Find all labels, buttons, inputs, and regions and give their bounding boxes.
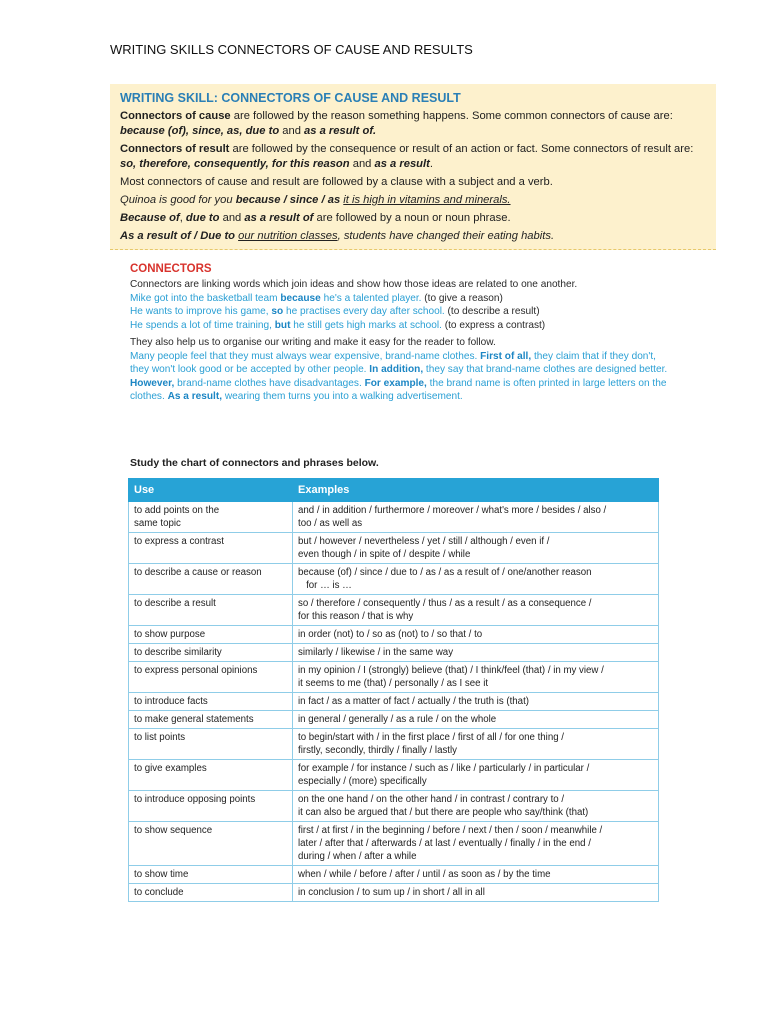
use-cell bbox=[129, 626, 293, 644]
use-cell bbox=[129, 564, 293, 595]
table-row bbox=[129, 502, 659, 533]
paragraph-line-1: Many people feel that they must always wear expensive, brand-name clothes. First of all, they claim that if they don't, bbox=[130, 350, 656, 362]
connector-example-contrast: He spends a lot of time training, but he still gets high marks at school. (to express a contrast) bbox=[130, 319, 546, 331]
use-cell bbox=[129, 693, 293, 711]
use-cell bbox=[129, 822, 293, 866]
use-cell bbox=[129, 760, 293, 791]
table-row bbox=[129, 711, 659, 729]
examples-cell bbox=[293, 644, 659, 662]
example-line: especially / (more) specifically bbox=[298, 776, 427, 787]
example-line: because (of) / since / due to / as / as a result of / one/another reason bbox=[298, 567, 592, 578]
study-caption: Study the chart of connectors and phrases below. bbox=[130, 457, 379, 469]
examples-cell bbox=[293, 662, 659, 693]
examples-cell bbox=[293, 502, 659, 533]
example-line: it seems to me (that) / personally / as I see it bbox=[298, 678, 489, 689]
examples-cell bbox=[293, 711, 659, 729]
table-row bbox=[129, 729, 659, 760]
example-nutrition: As a result of / Due to our nutrition classes, students have changed their eating habits. bbox=[120, 230, 555, 242]
use-line: to make general statements bbox=[134, 714, 254, 725]
connectors-table bbox=[128, 478, 659, 902]
example-line: when / while / before / after / until / as soon as / by the time bbox=[298, 869, 551, 880]
example-line: for … is … bbox=[298, 580, 352, 591]
use-cell bbox=[129, 595, 293, 626]
use-line: to show purpose bbox=[134, 629, 206, 640]
example-line: in conclusion / to sum up / in short / all in all bbox=[298, 887, 485, 898]
example-line: in order (not) to / so as (not) to / so that / to bbox=[298, 629, 483, 640]
use-cell bbox=[129, 729, 293, 760]
examples-cell bbox=[293, 693, 659, 711]
connectors-organise: They also help us to organise our writing and make it easy for the reader to follow. bbox=[130, 337, 496, 348]
table-row bbox=[129, 884, 659, 902]
use-line: to conclude bbox=[134, 887, 184, 898]
table-row bbox=[129, 564, 659, 595]
example-line: it can also be argued that / but there are people who say/think (that) bbox=[298, 807, 589, 818]
connector-example-reason: Mike got into the basketball team because he's a talented player. (to give a reason) bbox=[130, 292, 503, 304]
example-line: firstly, secondly, thirdly / finally / lastly bbox=[298, 745, 457, 756]
example-line: first / at first / in the beginning / before / next / then / soon / meanwhile / bbox=[298, 825, 603, 836]
paragraph-line-4: clothes. As a result, wearing them turns you into a walking advertisement. bbox=[130, 391, 463, 402]
examples-cell bbox=[293, 760, 659, 791]
table-row bbox=[129, 644, 659, 662]
table-row bbox=[129, 693, 659, 711]
example-line: even though / in spite of / despite / while bbox=[298, 549, 471, 560]
table-header-row bbox=[129, 479, 659, 502]
use-line: to list points bbox=[134, 732, 186, 743]
paragraph-line-2: they won't look good or be accepted by other people. In addition, they say that brand-name clothes are designed better. bbox=[130, 364, 668, 375]
examples-cell bbox=[293, 822, 659, 866]
header-examples: Examples bbox=[293, 479, 659, 502]
example-quinoa: Quinoa is good for you because / since / as it is high in vitamins and minerals. bbox=[120, 194, 511, 206]
use-line: to introduce facts bbox=[134, 696, 208, 707]
examples-cell bbox=[293, 533, 659, 564]
use-cell bbox=[129, 662, 293, 693]
use-cell bbox=[129, 884, 293, 902]
use-cell bbox=[129, 644, 293, 662]
table-row bbox=[129, 595, 659, 626]
connector-example-result: He wants to improve his game, so he practises every day after school. (to describe a result) bbox=[130, 306, 540, 317]
use-line: to describe a cause or reason bbox=[134, 567, 262, 578]
use-line: to add points on the bbox=[134, 505, 220, 516]
examples-cell bbox=[293, 729, 659, 760]
cause-definition: Connectors of cause are followed by the reason something happens. Some common connectors of cause are: because (of), since, as, due to and as a result of. bbox=[120, 110, 673, 137]
connectors-title: CONNECTORS bbox=[130, 263, 212, 275]
example-line: so / therefore / consequently / thus / as a result / as a consequence / bbox=[298, 598, 592, 609]
use-cell bbox=[129, 502, 293, 533]
table-body bbox=[129, 502, 659, 902]
table-row bbox=[129, 866, 659, 884]
example-line: but / however / nevertheless / yet / still / although / even if / bbox=[298, 536, 550, 547]
example-line: similarly / likewise / in the same way bbox=[298, 647, 454, 658]
example-line: too / as well as bbox=[298, 518, 363, 529]
connectors-intro: Connectors are linking words which join ideas and show how those ideas are related to one another. bbox=[130, 279, 578, 290]
result-definition: Connectors of result are followed by the consequence or result of an action or fact. Some connectors of result are: so, therefore, consequently, for this reason and as a result. bbox=[120, 143, 694, 170]
clause-rule: Most connectors of cause and result are followed by a clause with a subject and a verb. bbox=[120, 176, 553, 188]
examples-cell bbox=[293, 791, 659, 822]
examples-cell bbox=[293, 866, 659, 884]
example-line: in fact / as a matter of fact / actually / the truth is (that) bbox=[298, 696, 529, 707]
example-line: during / when / after a while bbox=[298, 851, 417, 862]
example-line: to begin/start with / in the first place / first of all / for one thing / bbox=[298, 732, 564, 743]
examples-cell bbox=[293, 626, 659, 644]
example-line: for this reason / that is why bbox=[298, 611, 414, 622]
table-row bbox=[129, 791, 659, 822]
example-line: and / in addition / furthermore / moreover / what's more / besides / also / bbox=[298, 505, 607, 516]
use-cell bbox=[129, 711, 293, 729]
header-use: Use bbox=[129, 479, 293, 502]
connectors-section bbox=[130, 263, 710, 404]
examples-cell bbox=[293, 884, 659, 902]
example-line: in general / generally / as a rule / on the whole bbox=[298, 714, 497, 725]
paragraph-line-3: However, brand-name clothes have disadvantages. For example, the brand name is often printed in large letters on the bbox=[130, 377, 667, 389]
use-line: same topic bbox=[134, 518, 181, 529]
table-row bbox=[129, 760, 659, 791]
table-row bbox=[129, 662, 659, 693]
examples-cell bbox=[293, 595, 659, 626]
page-heading: WRITING SKILLS CONNECTORS OF CAUSE AND RESULTS bbox=[110, 42, 473, 57]
writing-skill-box bbox=[110, 84, 716, 250]
use-cell bbox=[129, 533, 293, 564]
use-line: to express a contrast bbox=[134, 536, 224, 547]
use-line: to describe similarity bbox=[134, 647, 222, 658]
table-row bbox=[129, 533, 659, 564]
use-line: to introduce opposing points bbox=[134, 794, 256, 805]
use-line: to describe a result bbox=[134, 598, 216, 609]
example-line: later / after that / afterwards / at last / eventually / finally / in the end / bbox=[298, 838, 591, 849]
use-cell bbox=[129, 866, 293, 884]
use-line: to give examples bbox=[134, 763, 207, 774]
example-line: on the one hand / on the other hand / in contrast / contrary to / bbox=[298, 794, 565, 805]
use-line: to show time bbox=[134, 869, 189, 880]
table-row bbox=[129, 626, 659, 644]
noun-phrase-rule: Because of, due to and as a result of are followed by a noun or noun phrase. bbox=[120, 212, 511, 224]
example-line: in my opinion / I (strongly) believe (that) / I think/feel (that) / in my view / bbox=[298, 665, 604, 676]
table-row bbox=[129, 822, 659, 866]
example-line: for example / for instance / such as / like / particularly / in particular / bbox=[298, 763, 590, 774]
use-line: to show sequence bbox=[134, 825, 213, 836]
use-line: to express personal opinions bbox=[134, 665, 258, 676]
examples-cell bbox=[293, 564, 659, 595]
writing-skill-title: WRITING SKILL: CONNECTORS OF CAUSE AND RESULT bbox=[120, 91, 461, 105]
use-cell bbox=[129, 791, 293, 822]
